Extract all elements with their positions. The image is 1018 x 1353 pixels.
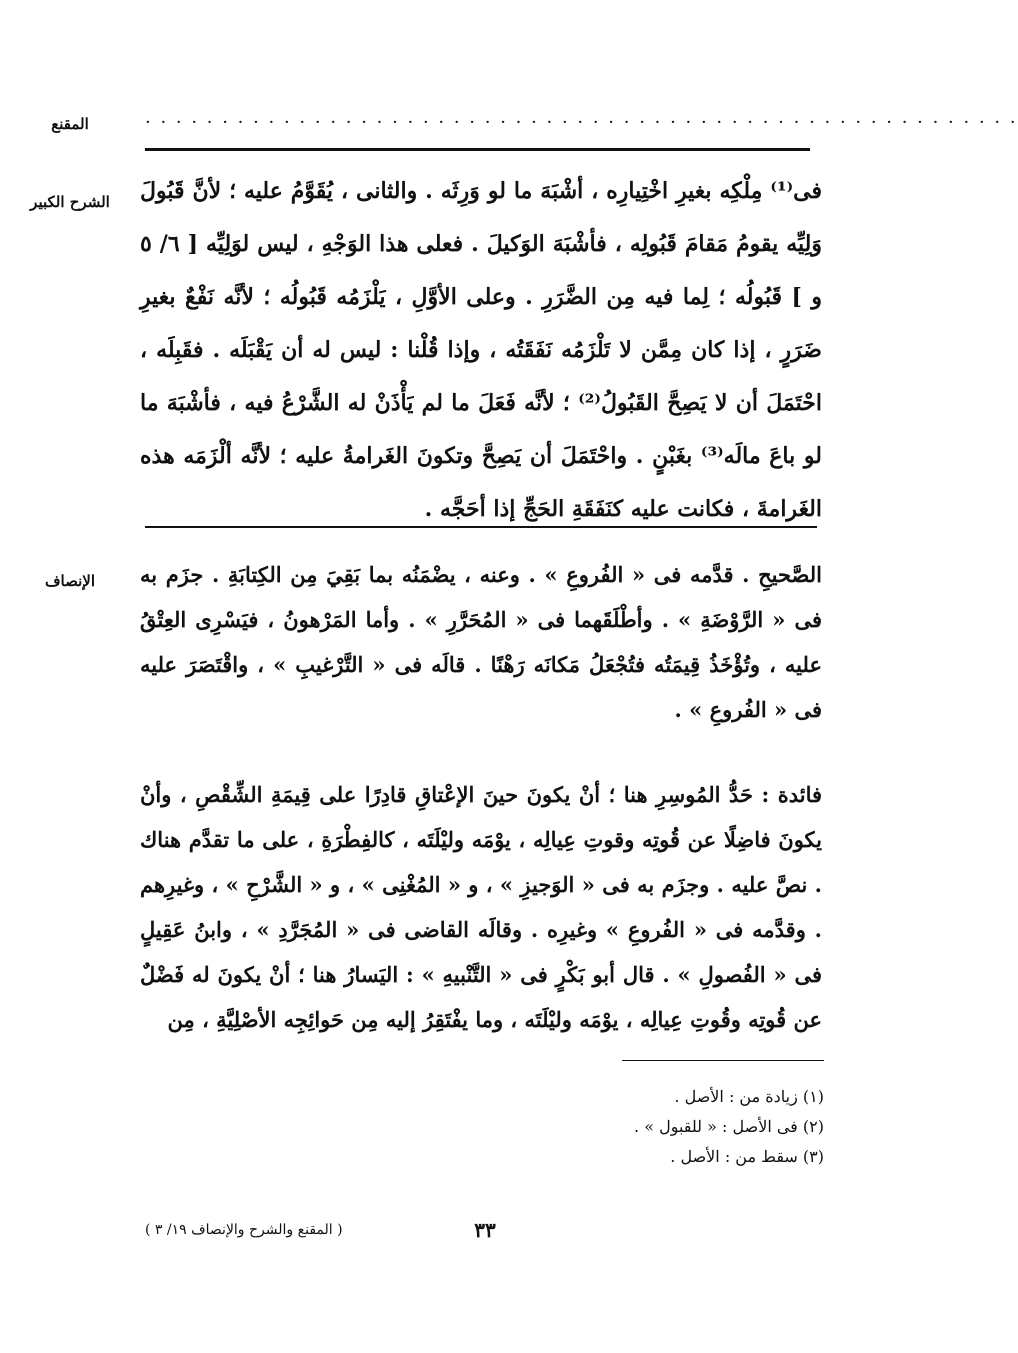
sharh-section (140, 165, 822, 536)
insaf-label: الإنصاف (44, 572, 96, 590)
running-title: المقنع (51, 115, 89, 133)
footnote-rule (622, 1060, 824, 1061)
faida-heading: فائدة : (761, 782, 823, 807)
header-dotted-rule: · · · · · · · · · · · · · · · · · · · · · · · · · · · · · · · · · · · · · · · · · · · · · · · · · · · · · · · · · (145, 112, 1018, 133)
footnote-2: (٢) فى الأصل : « للقبول » . (634, 1117, 824, 1136)
volume-imprint: ( المقنع والشرح والإنصاف ١٩/ ٣ ) (145, 1222, 343, 1238)
insaf-section (140, 552, 822, 732)
footnote-1: (١) زيادة من : الأصل . (674, 1087, 824, 1106)
footnote-3: (٣) سقط من : الأصل . (670, 1147, 824, 1166)
section-divider (145, 526, 817, 528)
faida-paragraph (140, 772, 822, 1042)
faida-section (140, 772, 822, 1042)
sharh-label: الشرح الكبير (30, 193, 110, 211)
footnotes (400, 1082, 824, 1172)
insaf-text: الصَّحيحِ . قدَّمه فى « الفُروعِ » . وعنه ، يضْمَنُه بما بَقِيَ مِن الكِتابَةِ . جزَم به فى « الرَّوْضَةِ » . وأطْلَقَهما فى « المُحَرَّرِ » . وأما المَرْهونُ ، فيَسْرِى العِتْقُ عليه ، وتُؤْخَذُ قِيمَتُه فتُجْعَلُ مَكانَه رَهْنًا . قالَه فى « التَّرْغيبِ » ، واقْتَصَرَ عليه فى « الفُروعِ » . (140, 562, 822, 722)
sharh-text: فى⁽¹⁾ مِلْكِه بغيرِ اخْتِيارِه ، أشْبَهَ ما لو وَرِثَه . والثانى ، يُقَوَّمُ عليه ؛ لأنَّ قَبُولَ وَلِيِّه يقومُ مَقامَ قَبُولِه ، فأشْبَهَ الوَكيلَ . فعلى هذا الوَجْهِ ، ليس لوَلِيِّه [ ٦/ ٥ و ] قَبُولُه ؛ لِما فيه مِن الضَّرَرِ . وعلى الأوَّلِ ، يَلْزَمُه قَبُولُه ؛ لأنَّه نَفْعٌ بغيرِ ضَرَرٍ ، إذا كان مِمَّن لا تَلْزَمُه نَفَقَتُه ، وإذا قُلْنا : ليس له أن يَقْبَلَه . فقَبِلَه ، احْتَمَلَ أن لا يَصِحَّ القَبُولُ⁽²⁾ ؛ لأنَّه فَعَلَ ما لم يَأْذَنْ له الشَّرْعُ فيه ، فأشْبَهَ ما لو باعَ مالَه⁽³⁾ بغَبْنٍ . واحْتَمَلَ أن يَصِحَّ وتكونَ الغَرامةُ عليه ؛ لأنَّه ألْزَمَه هذه الغَرامةَ ، فكانت عليه كنَفَقَةِ الحَجِّ إذا أحَجَّه . (140, 178, 822, 522)
header-rule (145, 148, 810, 151)
faida-text: حَدُّ المُوسِرِ هنا ؛ أنْ يكونَ حينَ الإعْتاقِ قادِرًا على قِيمَةِ الشِّقْصِ ، وأنْ يكونَ فاضِلًا عن قُوتِه وقوتِ عِيالِه ، يوْمَه وليْلَتَه ، كالفِطْرَةِ ، على ما تقدَّم هناك . نصَّ عليه . وجزَم به فى « الوَجيزِ » ، و « المُغْنِى » ، و « الشَّرْحِ » ، وغيرِهم . وقدَّمه فى « الفُروعِ » وغيرِه . وقالَه القاضى فى « المُجَرَّدِ » ، وابنُ عَقِيلٍ فى « الفُصولِ » . قال أبو بَكْرٍ فى « التَّنْبيهِ » : اليَسارُ هنا ؛ أنْ يكونَ له فَضْلٌ عن قُوتِه وقُوتِ عِيالِه ، يوْمَه وليْلَتَه ، وما يفْتَقِرُ إليه مِن حَوائِجِه الأصْلِيَّةِ ، مِن (140, 782, 822, 1032)
page-number: ٣٣ (474, 1218, 496, 1242)
